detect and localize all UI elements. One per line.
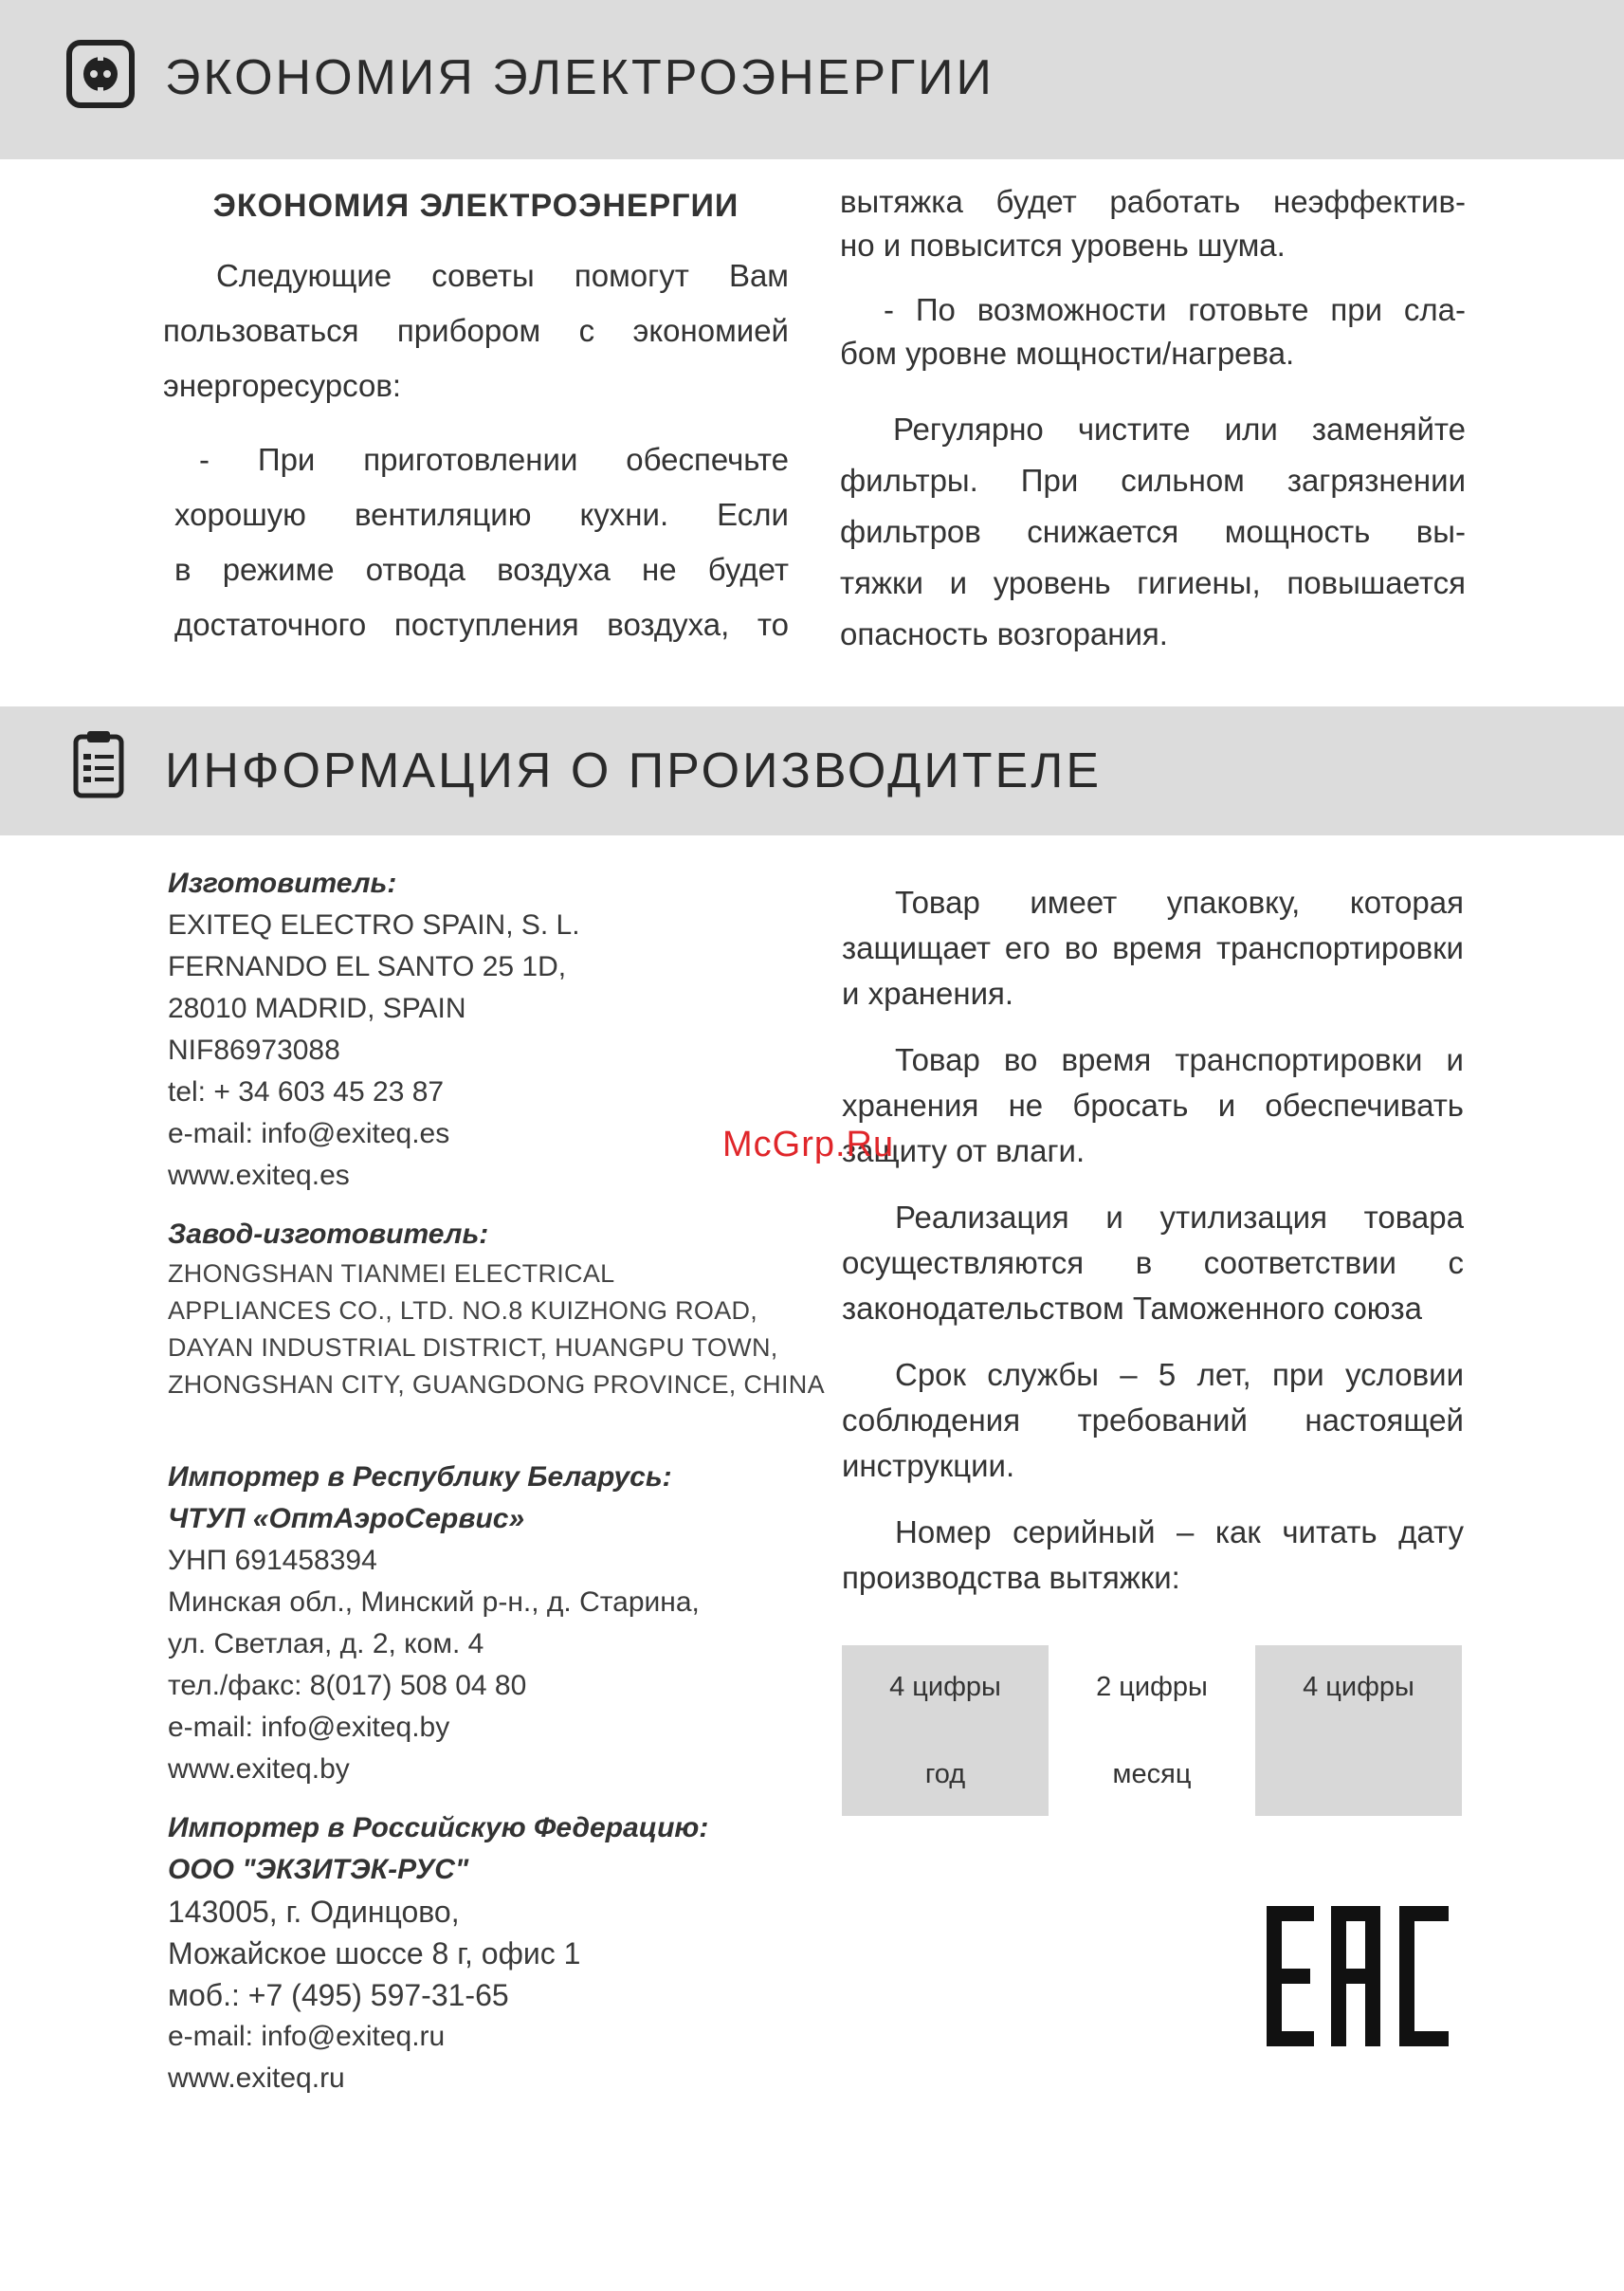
energy-right-line: Регулярно чистите или заменяйте bbox=[893, 412, 1466, 447]
manufacturer-line: tel: + 34 603 45 23 87 bbox=[168, 1076, 445, 1108]
product-paragraph: Товар имеет упаковку, которая защищает его во время транспортировки и хранения. bbox=[842, 885, 1464, 1011]
importer-ru-label: Импортер в Российскую Федерацию: bbox=[168, 1812, 709, 1843]
importer-by-label: Импортер в Республику Беларусь: bbox=[168, 1461, 672, 1493]
energy-tip-line: в режиме отвода воздуха не будет bbox=[174, 552, 789, 587]
product-paragraph: Товар во время транспортировки и хранения не бросать и обеспечивать защиту от влаги. bbox=[842, 1042, 1464, 1168]
product-info-column bbox=[842, 880, 1464, 1622]
energy-tip-line: достаточного поступления воздуха, то bbox=[174, 607, 789, 642]
energy-right-line: опасность возгорания. bbox=[840, 616, 1168, 651]
serial-cell-number bbox=[1255, 1645, 1462, 1816]
importer-ru-company: ООО "ЭКЗИТЭК-РУС" bbox=[168, 1854, 469, 1885]
energy-right-line: фильтры. При сильном загрязнении bbox=[840, 463, 1466, 498]
serial-cell-caption: месяц bbox=[1112, 1759, 1192, 1789]
serial-cell-digits: 4 цифры bbox=[1303, 1672, 1414, 1702]
energy-right-line: тяжки и уровень гигиены, повышается bbox=[840, 565, 1466, 600]
manufacturer-line: EXITEQ ELECTRO SPAIN, S. L. bbox=[168, 909, 580, 941]
product-paragraph: Номер серийный – как читать дату производства вытяжки: bbox=[842, 1514, 1464, 1595]
product-paragraph: Срок службы – 5 лет, при условии соблюдения требований настоящей инструкции. bbox=[842, 1357, 1464, 1483]
energy-right-line: бом уровне мощности/нагрева. bbox=[840, 336, 1295, 371]
factory-line: DAYAN INDUSTRIAL DISTRICT, HUANGPU TOWN, bbox=[168, 1333, 778, 1362]
importer-by-line: тел./факс: 8(017) 508 04 80 bbox=[168, 1670, 527, 1701]
watermark: McGrp.Ru bbox=[722, 1125, 895, 1164]
importer-ru-line: www.exiteq.ru bbox=[168, 2062, 345, 2094]
importer-ru-line: Можайское шоссе 8 г, офис 1 bbox=[168, 1936, 581, 1970]
energy-intro-line: пользоваться прибором с экономией bbox=[163, 313, 789, 348]
energy-right-line: фильтров снижается мощность вы- bbox=[840, 514, 1466, 549]
clipboard-checklist-icon bbox=[72, 727, 125, 804]
importer-ru-line: 143005, г. Одинцово, bbox=[168, 1895, 460, 1929]
manufacturer-line: www.exiteq.es bbox=[168, 1160, 350, 1191]
product-paragraph: Реализация и утилизация товара осуществляются в соответствии с законодательством Таможенного союза bbox=[842, 1200, 1464, 1326]
header-band-energy bbox=[0, 0, 1624, 159]
factory-line: ZHONGSHAN TIANMEI ELECTRICAL bbox=[168, 1259, 615, 1288]
manufacturer-info-column bbox=[168, 863, 831, 2099]
manufacturer-line: e-mail: info@exiteq.es bbox=[168, 1118, 450, 1149]
energy-intro-line: Следующие советы помогут Вам bbox=[216, 258, 789, 293]
section-title-manufacturer: ИНФОРМАЦИЯ О ПРОИЗВОДИТЕЛЕ bbox=[165, 743, 1102, 798]
factory-line: APPLIANCES CO., LTD. NO.8 KUIZHONG ROAD, bbox=[168, 1296, 758, 1325]
plug-socket-icon bbox=[66, 40, 135, 113]
serial-cell-digits: 2 цифры bbox=[1096, 1672, 1208, 1702]
section-title-energy: ЭКОНОМИЯ ЭЛЕКТРОЭНЕРГИИ bbox=[165, 50, 994, 105]
energy-subtitle: ЭКОНОМИЯ ЭЛЕКТРОЭНЕРГИИ bbox=[212, 188, 739, 224]
energy-right-line: но и повысится уровень шума. bbox=[840, 228, 1286, 263]
importer-by-line: ул. Светлая, д. 2, ком. 4 bbox=[168, 1628, 484, 1659]
header-band-manufacturer bbox=[0, 706, 1624, 835]
energy-right-line: вытяжка будет работать неэффектив- bbox=[840, 184, 1466, 219]
importer-by-line: www.exiteq.by bbox=[168, 1753, 350, 1785]
energy-intro-line: энергоресурсов: bbox=[163, 368, 402, 403]
importer-by-line: e-mail: info@exiteq.by bbox=[168, 1712, 450, 1743]
energy-right-line: - По возможности готовьте при сла- bbox=[884, 292, 1466, 327]
factory-label: Завод-изготовитель: bbox=[168, 1219, 489, 1250]
serial-cell-year bbox=[842, 1645, 1049, 1816]
importer-ru-line: e-mail: info@exiteq.ru bbox=[168, 2021, 446, 2052]
energy-tip-line: хорошую вентиляцию кухни. Если bbox=[174, 497, 789, 532]
manufacturer-label: Изготовитель: bbox=[168, 868, 397, 899]
importer-by-line: УНП 691458394 bbox=[168, 1545, 377, 1576]
energy-left-column bbox=[163, 180, 789, 652]
importer-by-company: ЧТУП «ОптАэроСервис» bbox=[168, 1503, 525, 1534]
serial-cell-digits: 4 цифры bbox=[889, 1672, 1001, 1702]
energy-tip-line: - При приготовлении обеспечьте bbox=[199, 442, 789, 477]
energy-right-column bbox=[840, 180, 1466, 660]
factory-line: ZHONGSHAN CITY, GUANGDONG PROVINCE, CHINA bbox=[168, 1370, 825, 1399]
serial-number-table bbox=[842, 1645, 1462, 1816]
manufacturer-line: 28010 MADRID, SPAIN bbox=[168, 993, 466, 1024]
importer-by-line: Минская обл., Минский р-н., д. Старина, bbox=[168, 1586, 700, 1618]
serial-cell-month bbox=[1049, 1645, 1255, 1816]
manufacturer-line: NIF86973088 bbox=[168, 1035, 340, 1066]
eac-certification-mark bbox=[1267, 1906, 1449, 2051]
manufacturer-line: FERNANDO EL SANTO 25 1D, bbox=[168, 951, 567, 982]
serial-cell-caption: год bbox=[924, 1759, 966, 1789]
importer-ru-line: моб.: +7 (495) 597-31-65 bbox=[168, 1978, 509, 2012]
